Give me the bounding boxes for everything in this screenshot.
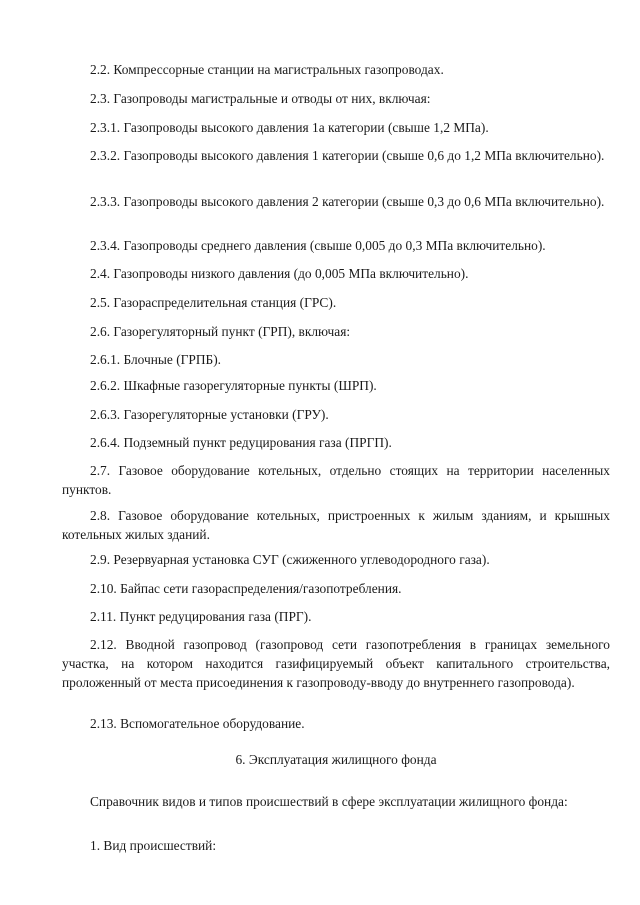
- paragraph-2-6-4: 2.6.4. Подземный пункт редуцирования газа (ПРГП).: [90, 435, 392, 450]
- paragraph-2-8: 2.8. Газовое оборудование котельных, пристроенных к жилым зданиям, и крышных котельных жилых зданий.: [62, 508, 610, 542]
- paragraph-2-10: 2.10. Байпас сети газораспределения/газопотребления.: [90, 581, 402, 596]
- paragraph-2-11: 2.11. Пункт редуцирования газа (ПРГ).: [90, 609, 312, 624]
- paragraph-2-5: 2.5. Газораспределительная станция (ГРС).: [90, 295, 337, 310]
- paragraph-2-6: 2.6. Газорегуляторный пункт (ГРП), включая:: [90, 324, 351, 339]
- intro-paragraph: Справочник видов и типов происшествий в сфере эксплуатации жилищного фонда:: [90, 794, 568, 809]
- paragraph-2-3-2: 2.3.2. Газопроводы высокого давления 1 категории (свыше 0,6 до 1,2 МПа включительно).: [90, 148, 605, 163]
- paragraph-2-7: 2.7. Газовое оборудование котельных, отдельно стоящих на территории населенных пунктов.: [62, 463, 610, 497]
- paragraph-2-12: 2.12. Вводной газопровод (газопровод сети газопотребления в границах земельного участка, на котором находится газифицируемый объект капитального строительства, проложенный от места присоединения к газопроводу-вводу до внутреннего газопровода).: [62, 637, 610, 690]
- paragraph-1-vid: 1. Вид происшествий:: [90, 838, 217, 853]
- section-heading: 6. Эксплуатация жилищного фонда: [235, 752, 437, 767]
- paragraph-2-3-1: 2.3.1. Газопроводы высокого давления 1а категории (свыше 1,2 МПа).: [90, 120, 489, 135]
- paragraph-2-6-2: 2.6.2. Шкафные газорегуляторные пункты (ШРП).: [90, 378, 377, 393]
- paragraph-2-3-3: 2.3.3. Газопроводы высокого давления 2 категории (свыше 0,3 до 0,6 МПа включительно).: [90, 194, 605, 209]
- paragraph-2-9: 2.9. Резервуарная установка СУГ (сжиженного углеводородного газа).: [90, 552, 490, 567]
- paragraph-2-3: 2.3. Газопроводы магистральные и отводы от них, включая:: [90, 91, 431, 106]
- paragraph-2-13: 2.13. Вспомогательное оборудование.: [90, 716, 305, 731]
- paragraph-2-6-1: 2.6.1. Блочные (ГРПБ).: [90, 352, 222, 367]
- paragraph-2-2: 2.2. Компрессорные станции на магистральных газопроводах.: [90, 62, 444, 77]
- paragraph-2-4: 2.4. Газопроводы низкого давления (до 0,005 МПа включительно).: [90, 266, 469, 281]
- paragraph-2-6-3: 2.6.3. Газорегуляторные установки (ГРУ).: [90, 407, 329, 422]
- paragraph-2-3-4: 2.3.4. Газопроводы среднего давления (свыше 0,005 до 0,3 МПа включительно).: [90, 238, 546, 253]
